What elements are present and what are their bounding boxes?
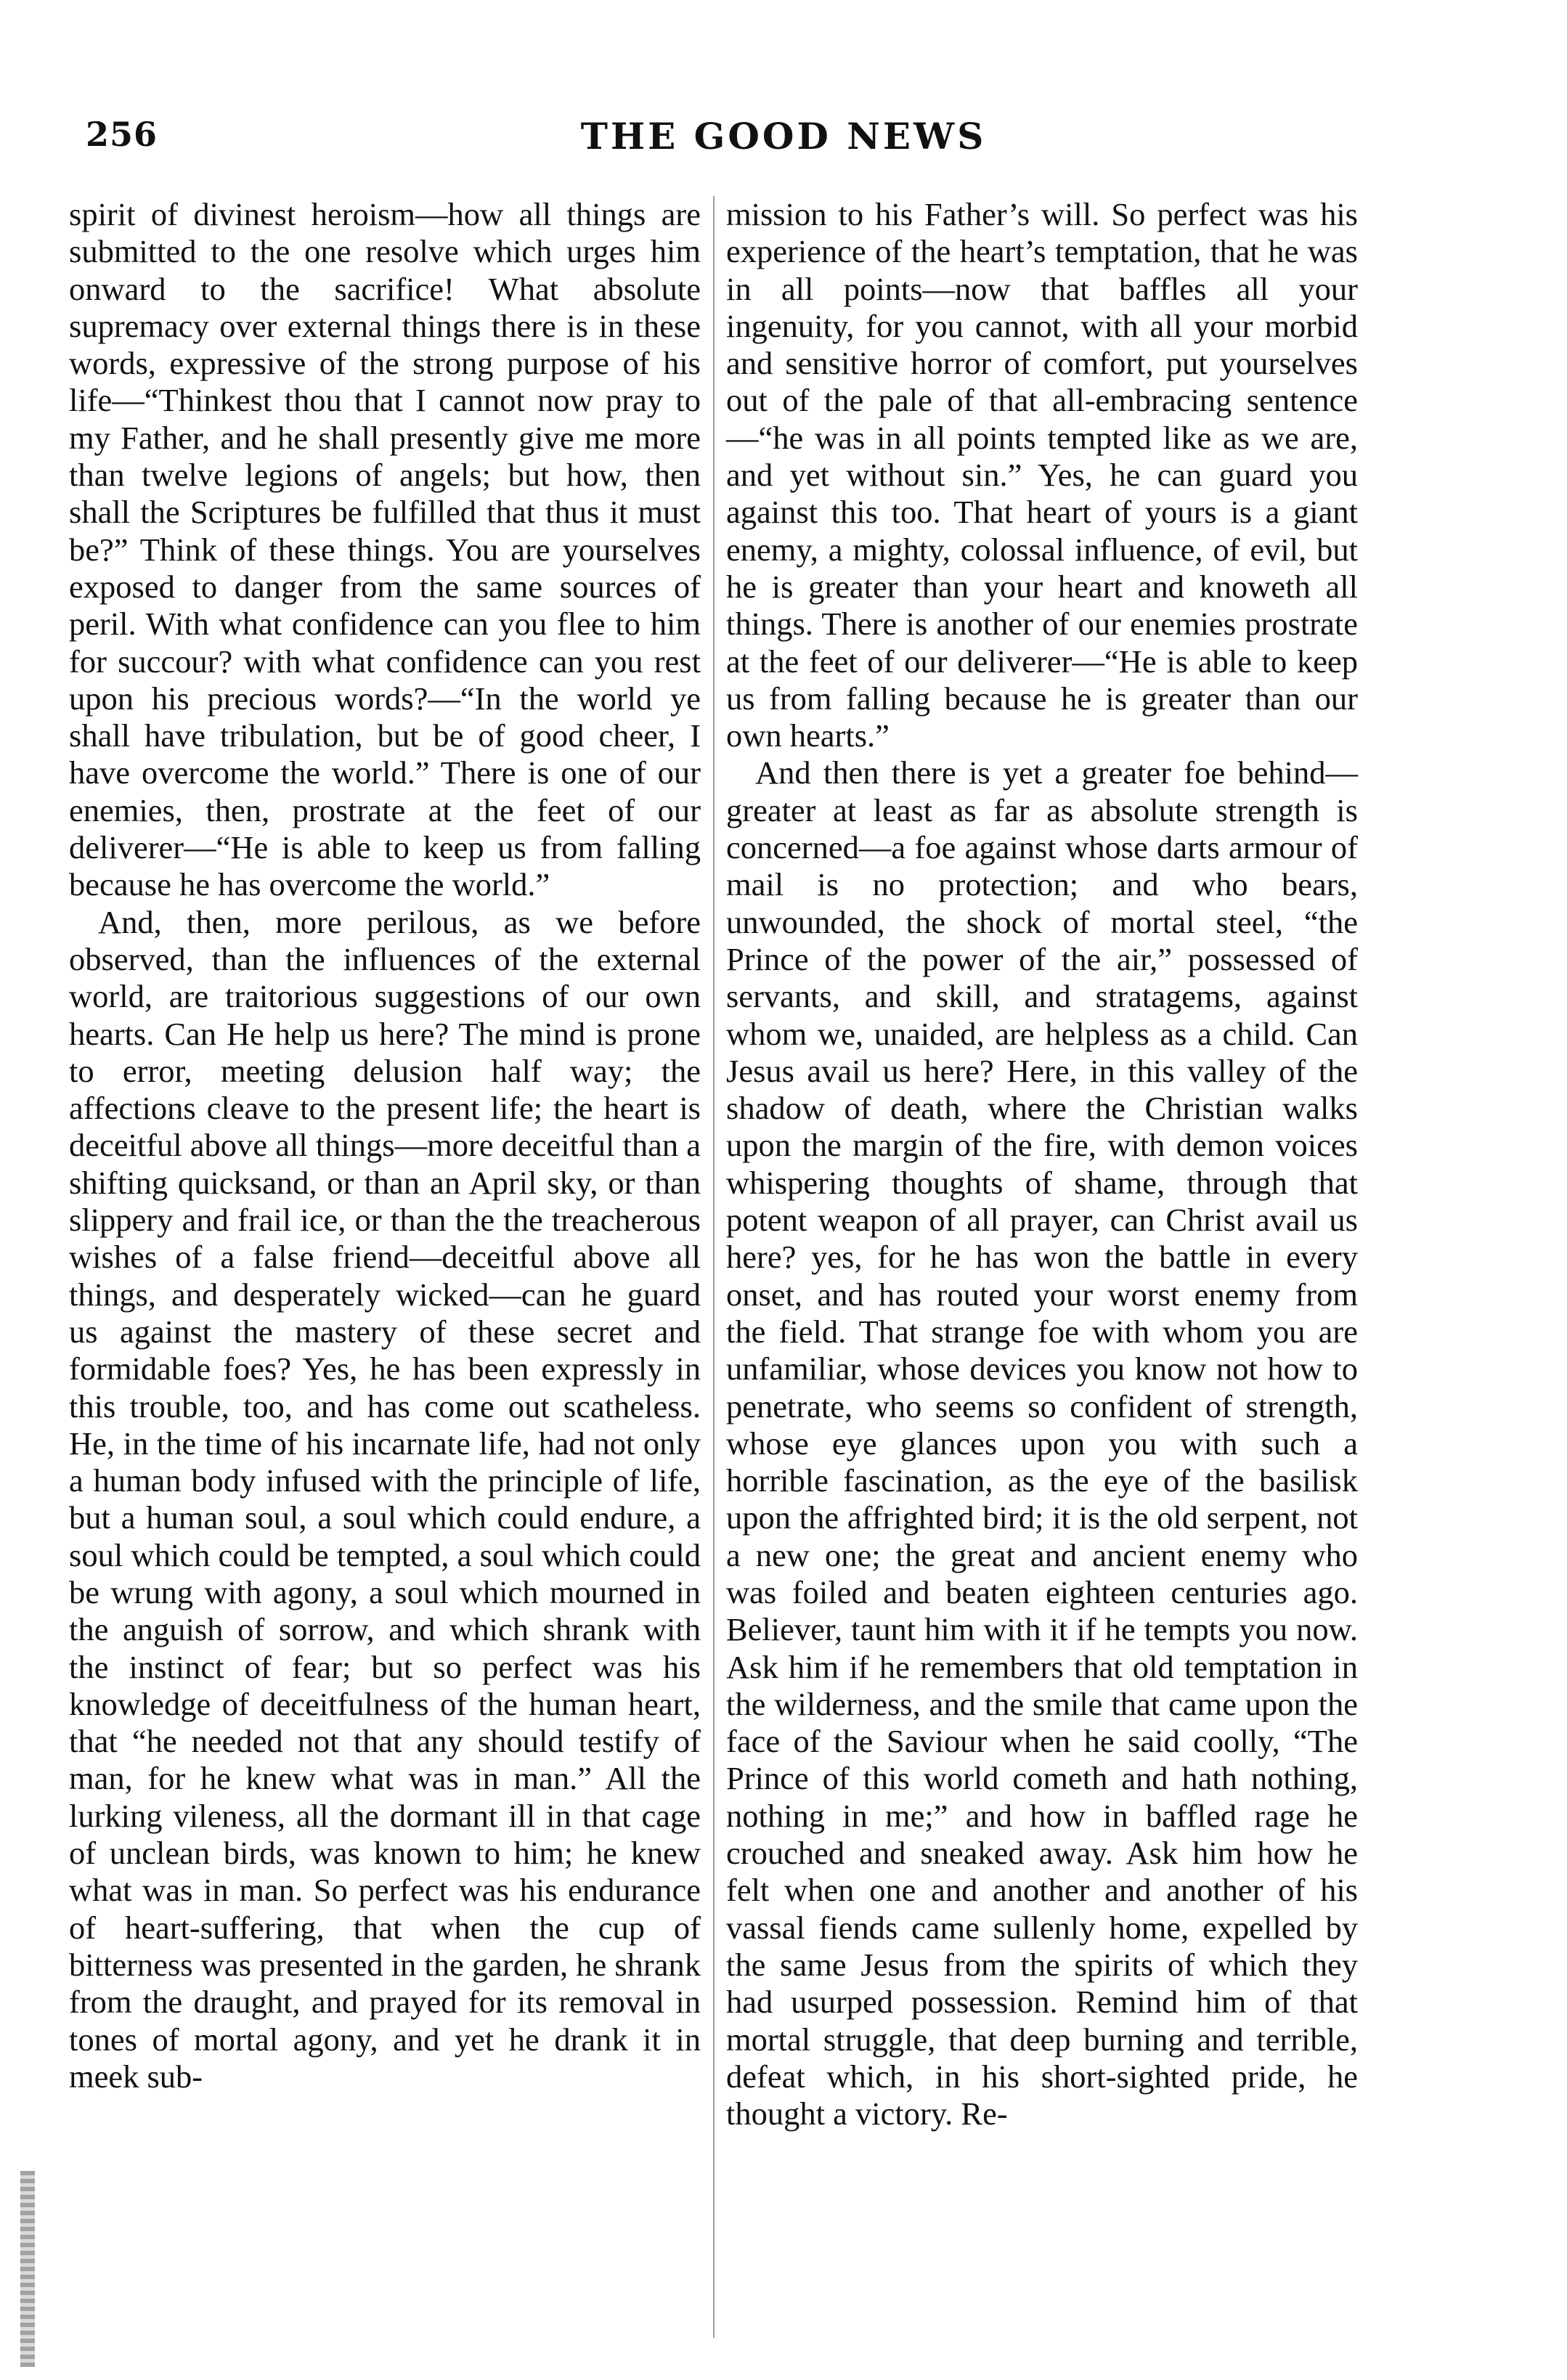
binding-edge xyxy=(20,2171,35,2367)
left-paragraph-1: spirit of divinest heroism—how all things are submitted to the one resolve which urges him onward to the sacrifice! What absolute supremacy over external things there is in these words, expressive of the strong purpose of his life—“Thinkest thou that I cannot now pray to my Father, and he shall presently give me more than twelve legions of angels; but how, then shall the Scriptures be fulfilled that thus it must be?” Think of these things. You are yourselves exposed to danger from the same sources of peril. With what confidence can you flee to him for succour? with what confidence can you rest upon his precious words?—“In the world ye shall have tribulation, but be of good cheer, I have overcome the world.” There is one of our enemies, then, prostrate at the feet of our deliverer—“He is able to keep us from falling because he has overcome the world.” xyxy=(69,196,701,903)
right-column xyxy=(726,196,1358,2132)
column-divider xyxy=(713,196,715,2338)
page-number: 256 xyxy=(86,115,158,154)
left-column xyxy=(69,196,701,2095)
right-paragraph-2: And then there is yet a greater foe behind—greater at least as far as absolute strength is concerned—a foe against whose darts armour of mail is no protection; and who bears, unwounded, the shock of mortal steel, “the Prince of the power of the air,” possessed of servants, and skill, and stratagems, against whom we, unaided, are helpless as a child. Can Jesus avail us here? Here, in this valley of the shadow of death, where the Christian walks upon the margin of the fire, with demon voices whispering thoughts of shame, through that potent weapon of all prayer, can Christ avail us here? yes, for he has won the battle in every onset, and has routed your worst enemy from the field. That strange foe with whom you are unfamiliar, whose devices you know not how to penetrate, who seems so confident of strength, whose eye glances upon you with such a horrible fascination, as the eye of the basilisk upon the affrighted bird; it is the old serpent, not a new one; the great and ancient enemy who was foiled and beaten eighteen centuries ago. Believer, taunt him with it if he tempts you now. Ask him if he remembers that old temptation in the wilderness, and the smile that came upon the face of the Saviour when he said coolly, “The Prince of this world cometh and hath nothing, nothing in me;” and how in baffled rage he crouched and sneaked away. Ask him how he felt when one and another and another of his vassal fiends came sullenly home, expelled by the same Jesus from the spirits of which they had usurped possession. Remind him of that mortal struggle, that deep burning and terrible, defeat which, in his short-sighted pride, he thought a victory. Re- xyxy=(726,754,1358,2132)
left-paragraph-2: And, then, more perilous, as we before observed, than the influences of the external world, are traitorious suggestions of our own hearts. Can He help us here? The mind is prone to error, meeting delusion half way; the affections cleave to the present life; the heart is deceitful above all things—more deceitful than a shifting quicksand, or than an April sky, or than slippery and frail ice, or than the the treacherous wishes of a false friend—deceitful above all things, and desperately wicked—can he guard us against the mastery of these secret and formidable foes? Yes, he has been expressly in this trouble, too, and has come out scatheless. He, in the time of his incarnate life, had not only a human body infused with the principle of life, but a human soul, a soul which could endure, a soul which could be tempted, a soul which could be wrung with agony, a soul which mourned in the anguish of sorrow, and which shrank with the instinct of fear; but so perfect was his knowledge of deceitfulness of the human heart, that “he needed not that any should testify of man, for he knew what was in man.” All the lurking vileness, all the dormant ill in that cage of unclean birds, was known to him; he knew what was in man. So perfect was his endurance of heart-suffering, that when the cup of bitterness was presented in the garden, he shrank from the draught, and prayed for its removal in tones of mortal agony, and yet he drank it in meek sub- xyxy=(69,903,701,2095)
running-title: THE GOOD NEWS xyxy=(580,115,987,158)
right-paragraph-1: mission to his Father’s will. So perfect was his experience of the heart’s temptation, that he was in all points—now that baffles all your ingenuity, for you cannot, with all your morbid and sensitive horror of comfort, put yourselves out of the pale of that all-embracing sentence—“he was in all points tempted like as we are, and yet without sin.” Yes, he can guard you against this too. That heart of yours is a giant enemy, a mighty, colossal influence, of evil, but he is greater than your heart and knoweth all things. There is another of our enemies prostrate at the feet of our deliverer—“He is able to keep us from falling because he is greater than our own hearts.” xyxy=(726,196,1358,754)
